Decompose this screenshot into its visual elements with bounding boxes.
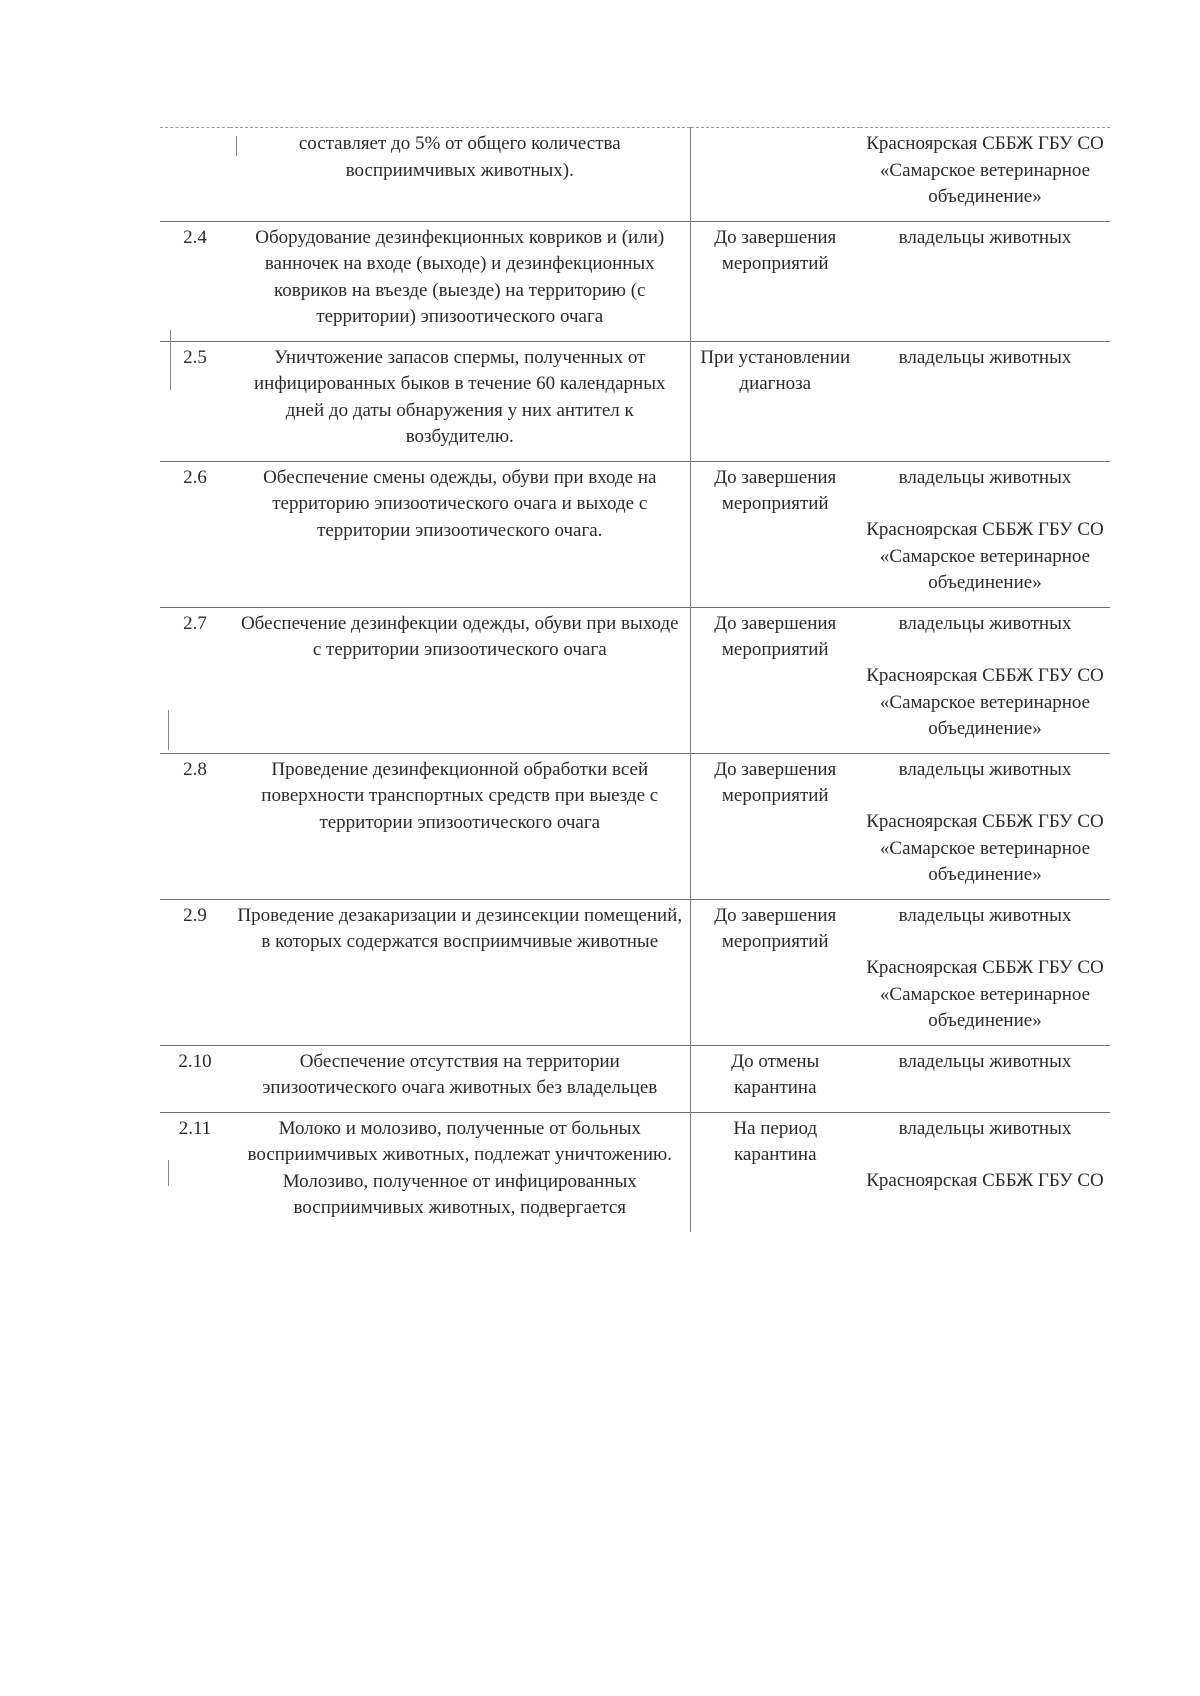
- responsible-spacer: [866, 1142, 1104, 1168]
- table-row: [160, 753, 1110, 899]
- responsible-owner: владельцы животных: [898, 904, 1072, 926]
- row-number: 2.9: [160, 899, 230, 1045]
- row-number: 2.8: [160, 753, 230, 899]
- scan-artifact: [170, 330, 171, 390]
- table-row: [160, 461, 1110, 607]
- measure-responsible: [860, 341, 1110, 461]
- scan-artifact: [168, 1160, 169, 1186]
- table-row: [160, 341, 1110, 461]
- row-number: 2.6: [160, 461, 230, 607]
- measure-responsible: [860, 461, 1110, 607]
- row-number: 2.5: [160, 341, 230, 461]
- responsible-owner: владельцы животных: [898, 226, 1072, 248]
- row-number: 2.11: [160, 1112, 230, 1232]
- table-row: [160, 128, 1110, 222]
- row-number: [160, 128, 230, 222]
- responsible-organization: Красноярская СББЖ ГБУ СО «Самарское ветеринарное объединение»: [866, 665, 1104, 739]
- responsible-owner: владельцы животных: [898, 1050, 1072, 1072]
- responsible-organization: Красноярская СББЖ ГБУ СО: [866, 1170, 1104, 1191]
- measure-deadline: При установлении диагноза: [690, 341, 860, 461]
- responsible-spacer: [866, 783, 1104, 809]
- row-number: 2.4: [160, 221, 230, 341]
- measure-text: Оборудование дезинфекционных ковриков и (или) ванночек на входе (выходе) и дезинфекционных ковриков на въезде (выезде) на территорию (с территории) эпизоотического очага: [230, 221, 690, 341]
- measure-text: Молоко и молозиво, полученные от больных восприимчивых животных, подлежат уничтожению. Молозиво, полученное от инфицированных восприимчивых животных, подвергается: [230, 1112, 690, 1232]
- measure-responsible: [860, 899, 1110, 1045]
- measure-deadline: До завершения мероприятий: [690, 221, 860, 341]
- measure-responsible: [860, 1112, 1110, 1232]
- measure-text: Проведение дезинфекционной обработки всей поверхности транспортных средств при выезде с территории эпизоотического очага: [230, 753, 690, 899]
- responsible-owner: владельцы животных: [898, 612, 1072, 634]
- measure-text: составляет до 5% от общего количества восприимчивых животных).: [230, 128, 690, 222]
- measures-table-body: [160, 128, 1110, 1232]
- measure-responsible: [860, 1045, 1110, 1112]
- responsible-organization: Красноярская СББЖ ГБУ СО «Самарское ветеринарное объединение»: [866, 133, 1104, 207]
- measure-text: Обеспечение отсутствия на территории эпизоотического очага животных без владельцев: [230, 1045, 690, 1112]
- scan-artifact: [236, 136, 237, 156]
- table-row: [160, 1045, 1110, 1112]
- measure-deadline: До завершения мероприятий: [690, 753, 860, 899]
- row-number: 2.10: [160, 1045, 230, 1112]
- responsible-spacer: [866, 491, 1104, 517]
- table-row: [160, 899, 1110, 1045]
- measure-deadline: На период карантина: [690, 1112, 860, 1232]
- measure-text: Проведение дезакаризации и дезинсекции помещений, в которых содержатся восприимчивые животные: [230, 899, 690, 1045]
- measure-responsible: [860, 221, 1110, 341]
- measure-deadline: До завершения мероприятий: [690, 899, 860, 1045]
- responsible-owner: владельцы животных: [898, 758, 1072, 780]
- measure-responsible: [860, 753, 1110, 899]
- measure-deadline: [690, 128, 860, 222]
- measure-deadline: До завершения мероприятий: [690, 461, 860, 607]
- responsible-owner: владельцы животных: [898, 346, 1072, 368]
- table-row: [160, 221, 1110, 341]
- responsible-spacer: [866, 929, 1104, 955]
- row-number: 2.7: [160, 607, 230, 753]
- responsible-spacer: [866, 637, 1104, 663]
- responsible-organization: Красноярская СББЖ ГБУ СО «Самарское ветеринарное объединение»: [866, 811, 1104, 885]
- measures-table: [160, 127, 1110, 1232]
- responsible-organization: Красноярская СББЖ ГБУ СО «Самарское ветеринарное объединение»: [866, 519, 1104, 593]
- measure-text: Обеспечение смены одежды, обуви при входе на территорию эпизоотического очага и выходе с территории эпизоотического очага.: [230, 461, 690, 607]
- responsible-organization: Красноярская СББЖ ГБУ СО «Самарское ветеринарное объединение»: [866, 957, 1104, 1031]
- scan-artifact: [168, 710, 169, 750]
- measure-deadline: До завершения мероприятий: [690, 607, 860, 753]
- measure-text: Уничтожение запасов спермы, полученных от инфицированных быков в течение 60 календарных дней до даты обнаружения у них антител к возбудителю.: [230, 341, 690, 461]
- responsible-owner: владельцы животных: [898, 1117, 1072, 1139]
- measure-responsible: [860, 607, 1110, 753]
- measure-responsible: [860, 128, 1110, 222]
- responsible-owner: владельцы животных: [898, 466, 1072, 488]
- measure-text: Обеспечение дезинфекции одежды, обуви при выходе с территории эпизоотического очага: [230, 607, 690, 753]
- table-row: [160, 607, 1110, 753]
- measure-deadline: До отмены карантина: [690, 1045, 860, 1112]
- table-row: [160, 1112, 1110, 1232]
